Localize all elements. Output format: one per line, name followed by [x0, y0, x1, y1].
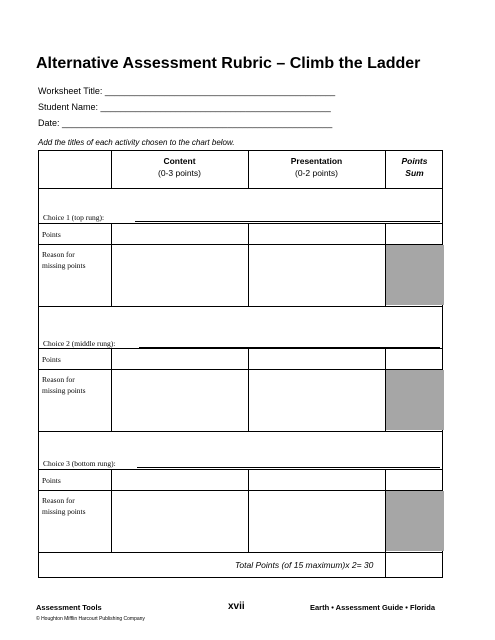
- choice-2-points-label: Points: [42, 355, 61, 364]
- choice-2-reason-label: [42, 374, 86, 396]
- header-presentation-cell: [249, 151, 386, 188]
- reason-label-line1: Reason for: [42, 375, 75, 384]
- choice-3-content-reason-cell[interactable]: [112, 490, 249, 552]
- choice-2-sum-shaded-cell: [386, 370, 444, 430]
- choice-3-bottom-divider: [39, 552, 442, 553]
- header-divider: [39, 188, 442, 189]
- choice-1-content-reason-cell[interactable]: [112, 244, 249, 306]
- footer-left: Assessment Tools: [36, 603, 102, 612]
- total-sum-cell[interactable]: [386, 552, 444, 578]
- choice-3-reason-label: [42, 495, 86, 517]
- choice-3-sum-shaded-cell: [386, 491, 444, 551]
- choice-3-presentation-points-cell[interactable]: [249, 469, 386, 490]
- page-number: xvii: [228, 601, 245, 612]
- choice-2-sum-divider: [385, 348, 386, 431]
- choice-3-title-line[interactable]: [137, 459, 440, 468]
- choice-3-presentation-reason-cell[interactable]: [249, 490, 386, 552]
- choice-1-sum-divider: [385, 223, 386, 306]
- presentation-header-range: (0-2 points): [295, 168, 338, 178]
- choice-1-presentation-points-cell[interactable]: [249, 223, 386, 244]
- choice-3-content-points-cell[interactable]: [112, 469, 249, 490]
- choice-2-label: Choice 2 (middle rung):: [43, 339, 116, 348]
- student-name-field[interactable]: Student Name: ______________________________________________: [38, 102, 331, 112]
- content-header-label: Content: [163, 156, 196, 166]
- reason-label-line1: Reason for: [42, 250, 75, 259]
- choice-2-presentation-points-cell[interactable]: [249, 348, 386, 369]
- reason-label-line2: missing points: [42, 261, 86, 270]
- choice-2-bottom-divider: [39, 431, 442, 432]
- worksheet-title-field[interactable]: Worksheet Title: ______________________________________________: [38, 86, 336, 96]
- choice-3-points-label: Points: [42, 476, 61, 485]
- points-header-label: Points: [401, 156, 428, 166]
- rubric-table: [38, 150, 443, 578]
- choice-2-content-points-cell[interactable]: [112, 348, 249, 369]
- choice-2-presentation-reason-cell[interactable]: [249, 369, 386, 431]
- choice-2-content-reason-cell[interactable]: [112, 369, 249, 431]
- footer-right: Earth • Assessment Guide • Florida: [310, 603, 436, 612]
- choice-1-label: Choice 1 (top rung):: [43, 213, 105, 222]
- header-content-cell: [112, 151, 249, 188]
- points-sum-column-header: [385, 155, 444, 179]
- choice-1-presentation-reason-cell[interactable]: [249, 244, 386, 306]
- choice-1-points-label: Points: [42, 230, 61, 239]
- presentation-header-label: Presentation: [290, 156, 343, 166]
- copyright-notice: © Houghton Mifflin Harcourt Publishing Company: [36, 616, 145, 622]
- choice-2-title-line[interactable]: [139, 339, 440, 348]
- total-points-label: Total Points (of 15 maximum)x 2= 30: [235, 560, 374, 570]
- choice-1-bottom-divider: [39, 306, 442, 307]
- reason-label-line2: missing points: [42, 386, 86, 395]
- choice-1-sum-shaded-cell: [386, 245, 444, 305]
- page-title: Alternative Assessment Rubric – Climb the Ladder: [36, 55, 421, 72]
- instruction-text: Add the titles of each activity chosen to the chart below.: [38, 138, 235, 147]
- reason-label-line2: missing points: [42, 507, 86, 516]
- header-empty-cell: [39, 151, 112, 188]
- reason-label-line1: Reason for: [42, 496, 75, 505]
- choice-3-sum-divider: [385, 469, 386, 552]
- choice-3-label: Choice 3 (bottom rung):: [43, 459, 116, 468]
- sum-header-label: Sum: [405, 168, 424, 178]
- choice-1-reason-label: [42, 249, 86, 271]
- choice-1-title-line[interactable]: [135, 213, 440, 222]
- date-field[interactable]: Date: ______________________________________________________: [38, 118, 333, 128]
- content-header-range: (0-3 points): [158, 168, 201, 178]
- choice-1-content-points-cell[interactable]: [112, 223, 249, 244]
